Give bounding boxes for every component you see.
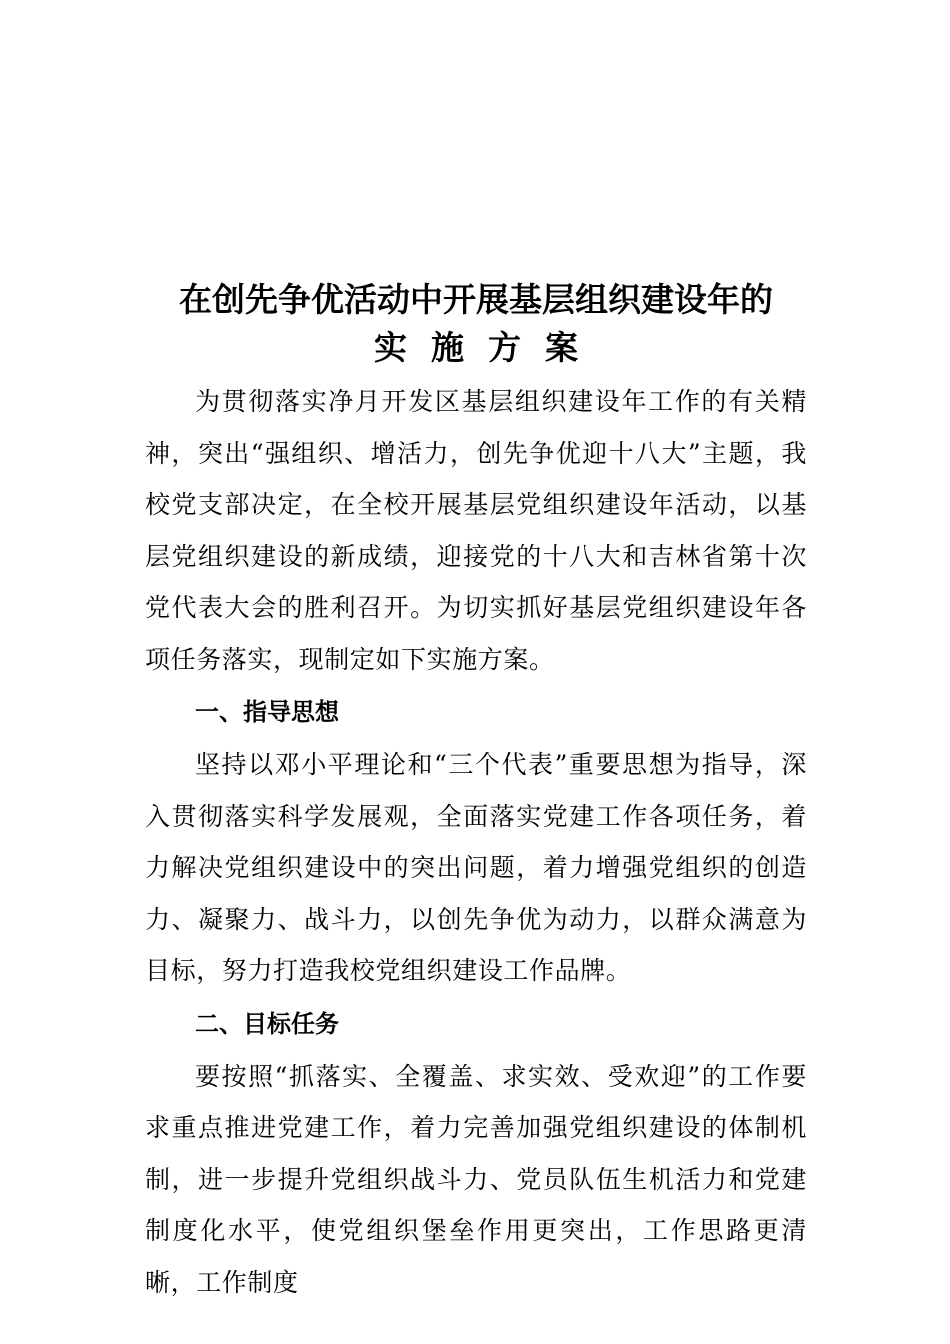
intro-paragraph: 为贯彻落实净月开发区基层组织建设年工作的有关精神，突出“强组织、增活力，创先争优迎十八大”主题，我校党支部决定，在全校开展基层党组织建设年活动，以基层党组织建设的新成绩，迎接党的十八大和吉林省第十次党代表大会的胜利召开。为切实抓好基层党组织建设年各项任务落实，现制定如下实施方案。 [145,387,807,674]
document-title-line1: 在创先争优活动中开展基层组织建设年的 [179,280,773,319]
section-heading-guiding-ideology: 一、指导思想 [195,698,339,726]
section-body-guiding-ideology: 坚持以邓小平理论和“三个代表”重要思想为指导，深入贯彻落实科学发展观，全面落实党建工作各项任务，着力解决党组织建设中的突出问题，着力增强党组织的创造力、凝聚力、战斗力，以创先争优为动力，以群众满意为目标，努力打造我校党组织建设工作品牌。 [145,750,807,985]
document-title-line2: 实施方案 [374,328,602,367]
section-body-goals-tasks: 要按照“抓落实、全覆盖、求实效、受欢迎”的工作要求重点推进党建工作，着力完善加强党组织建设的体制机制，进一步提升党组织战斗力、党员队伍生机活力和党建制度化水平，使党组织堡垒作用更突出，工作思路更清晰，工作制度 [145,1061,807,1297]
document-page [145,276,807,1308]
section-heading-goals-tasks: 二、目标任务 [195,1009,339,1038]
